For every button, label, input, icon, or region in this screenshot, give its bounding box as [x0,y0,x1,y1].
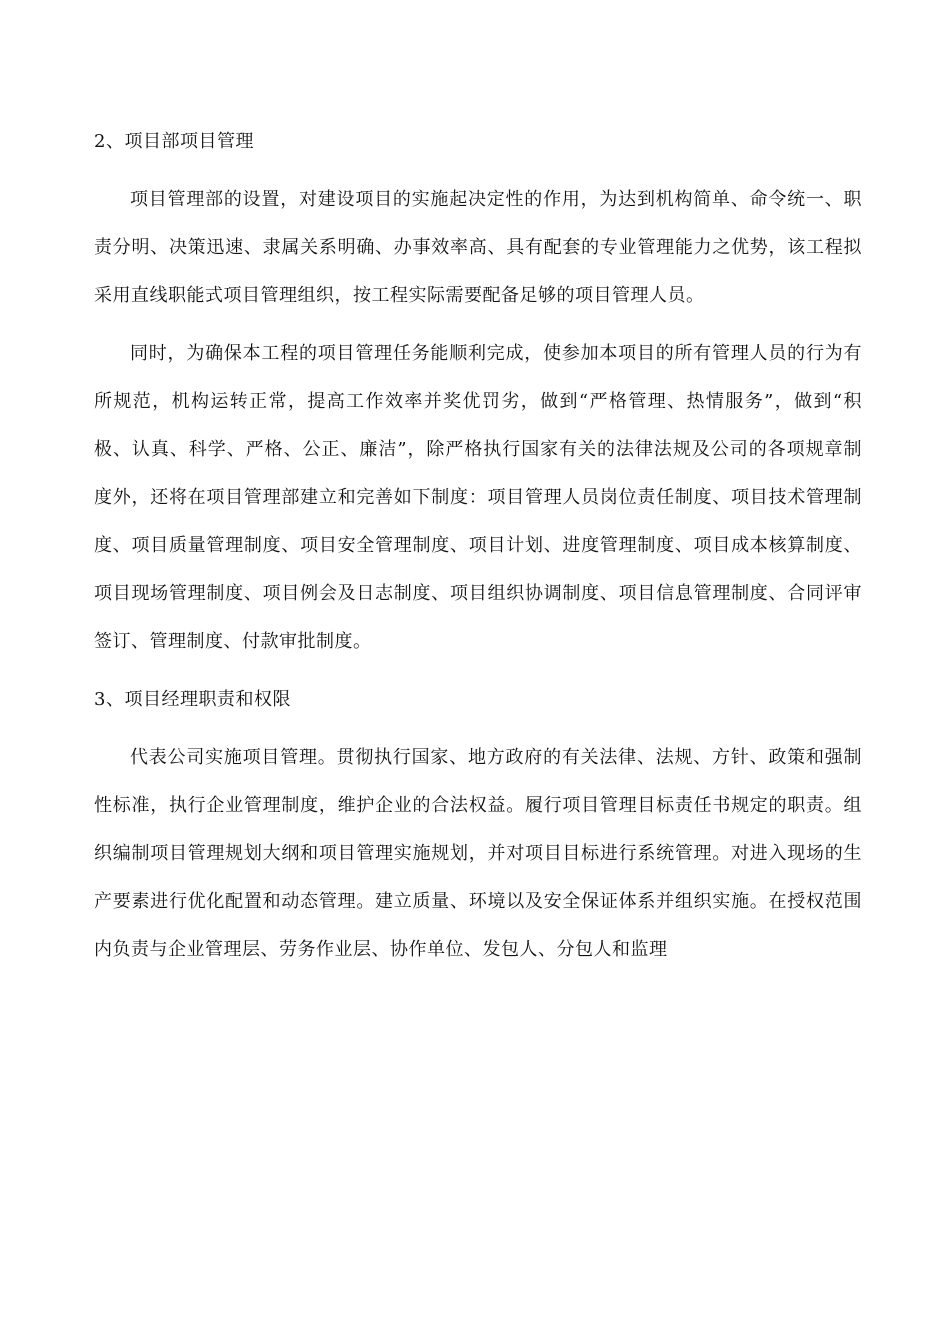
section-heading-project-manager-duties: 3、项目经理职责和权限 [94,689,291,710]
section-heading-project-department: 2、项目部项目管理 [94,131,254,152]
paragraph-manager-duties: 代表公司实施项目管理。贯彻执行国家、地方政府的有关法律、法规、方针、政策和强制性标准，执行企业管理制度，维护企业的合法权益。履行项目管理目标责任书规定的职责。组织编制项目管理规划大纲和项目管理实施规划，并对项目目标进行系统管理。对进入现场的生产要素进行优化配置和动态管理。建立质量、环境以及安全保证体系并组织实施。在授权范围内负责与企业管理层、劳务作业层、协作单位、发包人、分包人和监理 [94,747,862,960]
paragraph-management-rules: 同时，为确保本工程的项目管理任务能顺利完成，使参加本项目的所有管理人员的行为有所规范，机构运转正常，提高工作效率并奖优罚劣，做到“严格管理、热情服务”，做到“积极、认真、科学、严格、公正、廉洁”，除严格执行国家有关的法律法规及公司的各项规章制度外，还将在项目管理部建立和完善如下制度：项目管理人员岗位责任制度、项目技术管理制度、项目质量管理制度、项目安全管理制度、项目计划、进度管理制度、项目成本核算制度、项目现场管理制度、项目例会及日志制度、项目组织协调制度、项目信息管理制度、合同评审签订、管理制度、付款审批制度。 [94,343,862,652]
paragraph-organization-setup: 项目管理部的设置，对建设项目的实施起决定性的作用，为达到机构简单、命令统一、职责分明、决策迅速、隶属关系明确、办事效率高、具有配套的专业管理能力之优势，该工程拟采用直线职能式项目管理组织，按工程实际需要配备足够的项目管理人员。 [94,189,862,306]
